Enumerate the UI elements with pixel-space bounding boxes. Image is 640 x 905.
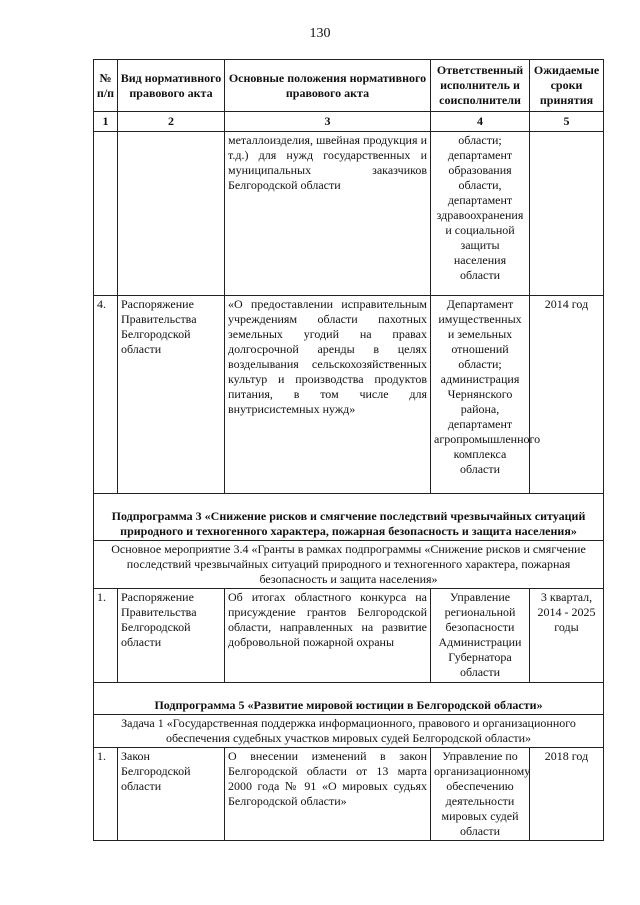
act-term: 3 квартал, 2014 - 2025 годы [530, 589, 604, 683]
column-number: 3 [225, 112, 431, 132]
act-term: 2014 год [530, 296, 604, 494]
event-3-4-title: Основное мероприятие 3.4 «Гранты в рамках подпрограммы «Снижение рисков и смягчение последствий чрезвычайных ситуаций природного и техногенного характера, пожарная безопасность и защита населения» [94, 541, 604, 589]
spacer-row [94, 683, 604, 698]
subprogram-3-row [94, 508, 604, 541]
table-header-row [94, 60, 604, 112]
act-type: Распоряжение Правительства Белгородской области [118, 589, 225, 683]
table-row [94, 296, 604, 494]
row-number: 4. [94, 296, 118, 494]
row-number: 1. [94, 589, 118, 683]
act-provisions: Об итогах областного конкурса на присуждение грантов Белгородской области, направленных на развитие добровольной пожарной охраны [225, 589, 431, 683]
column-number: 2 [118, 112, 225, 132]
act-executor: Управление региональной безопасности Администрации Губернатора области [431, 589, 530, 683]
column-number: 1 [94, 112, 118, 132]
act-type: Распоряжение Правительства Белгородской области [118, 296, 225, 494]
header-term: Ожидаемые сроки принятия [530, 60, 604, 112]
spacer-row [94, 494, 604, 509]
header-number: № п/п [94, 60, 118, 112]
table-row [94, 748, 604, 841]
row-number: 1. [94, 748, 118, 841]
column-number: 4 [431, 112, 530, 132]
header-act-type: Вид нормативного правового акта [118, 60, 225, 112]
event-3-4-row [94, 541, 604, 589]
row-number [94, 132, 118, 296]
act-executor: Управление по организационному обеспечению деятельности мировых судей области [431, 748, 530, 841]
header-executor: Ответственный исполнитель и соисполнители [431, 60, 530, 112]
legislation-table [93, 59, 604, 841]
header-provisions: Основные положения нормативного правового акта [225, 60, 431, 112]
act-executor: области; департамент образования области, департамент здравоохранения и социальной защиты населения области [431, 132, 530, 296]
act-provisions: О внесении изменений в закон Белгородской области от 13 марта 2000 года № 91 «О мировых судьях Белгородской области» [225, 748, 431, 841]
page-number: 130 [309, 26, 331, 41]
subprogram-5-title: Подпрограмма 5 «Развитие мировой юстиции в Белгородской области» [94, 697, 604, 715]
column-number-row [94, 112, 604, 132]
subprogram-3-title: Подпрограмма 3 «Снижение рисков и смягчение последствий чрезвычайных ситуаций природного и техногенного характера, пожарная безопасность и защита населения» [94, 508, 604, 541]
task-1-title: Задача 1 «Государственная поддержка информационного, правового и организационного обеспечения судебных участков мировых судей Белгородской области» [94, 715, 604, 748]
act-executor: Департамент имущественных и земельных отношений области; администрация Чернянского района, департамент агропромышленного комплекса области [431, 296, 530, 494]
act-provisions: металлоизделия, швейная продукция и т.д.) для нужд государственных и муниципальных заказчиков Белгородской области [225, 132, 431, 296]
subprogram-5-row [94, 697, 604, 715]
act-provisions: «О предоставлении исправительным учреждениям области пахотных земельных угодий на правах долгосрочной аренды в целях возделывания сельскохозяйственных культур и производства продуктов питания, в том числе для внутрисистемных нужд» [225, 296, 431, 494]
act-term [530, 132, 604, 296]
act-type [118, 132, 225, 296]
table-row [94, 589, 604, 683]
task-1-row [94, 715, 604, 748]
column-number: 5 [530, 112, 604, 132]
act-type: Закон Белгородской области [118, 748, 225, 841]
act-term: 2018 год [530, 748, 604, 841]
table-row [94, 132, 604, 296]
